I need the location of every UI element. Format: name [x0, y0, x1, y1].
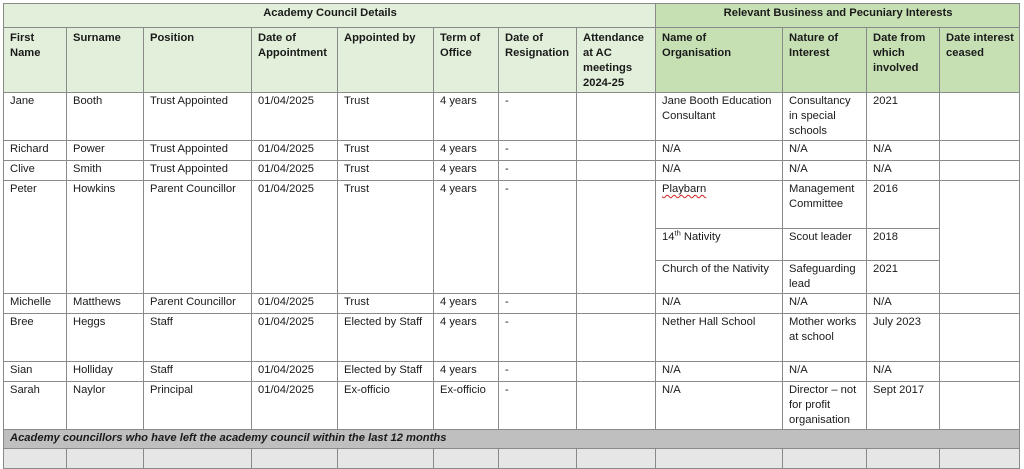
col-date-ceased: Date interest ceased	[940, 28, 1020, 93]
column-header-row	[4, 28, 1020, 93]
surname-cell: Booth	[67, 93, 144, 141]
first-name-cell: Michelle	[4, 294, 67, 314]
appointment-date-cell: 01/04/2025	[252, 382, 338, 430]
date-from-cell: N/A	[867, 362, 940, 382]
attendance-cell	[577, 141, 656, 161]
left-councillors-banner-row	[4, 430, 1020, 449]
appointed-by-cell: Elected by Staff	[338, 314, 434, 362]
empty-cell	[4, 449, 67, 469]
organisation-cell: N/A	[656, 294, 783, 314]
col-nature-of-interest: Nature of Interest	[783, 28, 867, 93]
resignation-cell: -	[499, 382, 577, 430]
appointed-by-cell: Elected by Staff	[338, 362, 434, 382]
date-ceased-cell	[940, 314, 1020, 362]
nature-cell: Safeguarding lead	[783, 261, 867, 294]
col-attendance: Attendance at AC meetings 2024-25	[577, 28, 656, 93]
organisation-cell: N/A	[656, 141, 783, 161]
date-from-cell: N/A	[867, 161, 940, 181]
date-ceased-cell	[940, 181, 1020, 294]
term-cell: Ex-officio	[434, 382, 499, 430]
first-name-cell: Sarah	[4, 382, 67, 430]
date-ceased-cell	[940, 141, 1020, 161]
appointment-date-cell: 01/04/2025	[252, 294, 338, 314]
surname-cell: Smith	[67, 161, 144, 181]
empty-cell	[577, 449, 656, 469]
council-details-title: Academy Council Details	[4, 4, 656, 28]
date-from-cell: 2016	[867, 181, 940, 229]
attendance-cell	[577, 294, 656, 314]
term-cell: 4 years	[434, 294, 499, 314]
surname-cell: Heggs	[67, 314, 144, 362]
academy-council-table	[3, 3, 1020, 469]
first-name-cell: Sian	[4, 362, 67, 382]
surname-cell: Naylor	[67, 382, 144, 430]
appointment-date-cell: 01/04/2025	[252, 362, 338, 382]
member-row	[4, 141, 1020, 161]
date-ceased-cell	[940, 161, 1020, 181]
empty-cell	[67, 449, 144, 469]
organisation-cell: N/A	[656, 362, 783, 382]
interests-title: Relevant Business and Pecuniary Interests	[656, 4, 1020, 28]
col-name-of-organisation: Name of Organisation	[656, 28, 783, 93]
surname-cell: Power	[67, 141, 144, 161]
attendance-cell	[577, 382, 656, 430]
nature-cell: Mother works at school	[783, 314, 867, 362]
first-name-cell: Clive	[4, 161, 67, 181]
surname-cell: Matthews	[67, 294, 144, 314]
left-councillors-banner: Academy councillors who have left the academy council within the last 12 months	[4, 430, 1020, 449]
member-row	[4, 181, 1020, 229]
term-cell: 4 years	[434, 141, 499, 161]
col-position: Position	[144, 28, 252, 93]
date-ceased-cell	[940, 382, 1020, 430]
nature-cell: N/A	[783, 294, 867, 314]
attendance-cell	[577, 181, 656, 294]
col-term-of-office: Term of Office	[434, 28, 499, 93]
resignation-cell: -	[499, 93, 577, 141]
position-cell: Parent Councillor	[144, 294, 252, 314]
appointment-date-cell: 01/04/2025	[252, 181, 338, 294]
nature-cell: N/A	[783, 161, 867, 181]
empty-cell	[338, 449, 434, 469]
appointed-by-cell: Trust	[338, 294, 434, 314]
term-cell: 4 years	[434, 181, 499, 294]
date-ceased-cell	[940, 93, 1020, 141]
term-cell: 4 years	[434, 314, 499, 362]
member-row	[4, 362, 1020, 382]
organisation-cell: Jane Booth Education Consultant	[656, 93, 783, 141]
member-row	[4, 161, 1020, 181]
member-row	[4, 382, 1020, 430]
appointed-by-cell: Ex-officio	[338, 382, 434, 430]
date-from-cell: N/A	[867, 294, 940, 314]
member-row	[4, 93, 1020, 141]
appointed-by-cell: Trust	[338, 181, 434, 294]
nature-cell: Consultancy in special schools	[783, 93, 867, 141]
col-appointed-by: Appointed by	[338, 28, 434, 93]
empty-cell	[499, 449, 577, 469]
appointment-date-cell: 01/04/2025	[252, 141, 338, 161]
appointment-date-cell: 01/04/2025	[252, 314, 338, 362]
attendance-cell	[577, 362, 656, 382]
resignation-cell: -	[499, 181, 577, 294]
empty-row	[4, 449, 1020, 469]
appointed-by-cell: Trust	[338, 93, 434, 141]
first-name-cell: Jane	[4, 93, 67, 141]
organisation-cell: N/A	[656, 161, 783, 181]
position-cell: Principal	[144, 382, 252, 430]
term-cell: 4 years	[434, 93, 499, 141]
member-row	[4, 314, 1020, 362]
nature-cell: N/A	[783, 141, 867, 161]
attendance-cell	[577, 161, 656, 181]
term-cell: 4 years	[434, 161, 499, 181]
resignation-cell: -	[499, 141, 577, 161]
date-from-cell: N/A	[867, 141, 940, 161]
nature-cell: Director – not for profit organisation	[783, 382, 867, 430]
appointed-by-cell: Trust	[338, 161, 434, 181]
position-cell: Staff	[144, 362, 252, 382]
position-cell: Parent Councillor	[144, 181, 252, 294]
resignation-cell: -	[499, 314, 577, 362]
date-from-cell: 2018	[867, 229, 940, 261]
date-from-cell: 2021	[867, 93, 940, 141]
position-cell: Staff	[144, 314, 252, 362]
empty-cell	[783, 449, 867, 469]
date-from-cell: July 2023	[867, 314, 940, 362]
spellcheck-word: Playbarn	[662, 183, 707, 195]
col-surname: Surname	[67, 28, 144, 93]
empty-cell	[656, 449, 783, 469]
resignation-cell: -	[499, 161, 577, 181]
organisation-cell: N/A	[656, 382, 783, 430]
first-name-cell: Peter	[4, 181, 67, 294]
date-from-cell: 2021	[867, 261, 940, 294]
date-ceased-cell	[940, 294, 1020, 314]
attendance-cell	[577, 314, 656, 362]
position-cell: Trust Appointed	[144, 161, 252, 181]
position-cell: Trust Appointed	[144, 93, 252, 141]
first-name-cell: Richard	[4, 141, 67, 161]
nature-cell: Management Committee	[783, 181, 867, 229]
resignation-cell: -	[499, 294, 577, 314]
col-date-from: Date from which involved	[867, 28, 940, 93]
attendance-cell	[577, 93, 656, 141]
resignation-cell: -	[499, 362, 577, 382]
position-cell: Trust Appointed	[144, 141, 252, 161]
organisation-cell: Church of the Nativity	[656, 261, 783, 294]
appointment-date-cell: 01/04/2025	[252, 93, 338, 141]
empty-cell	[144, 449, 252, 469]
organisation-cell	[656, 181, 783, 229]
section-title-row	[4, 4, 1020, 28]
date-from-cell: Sept 2017	[867, 382, 940, 430]
appointment-date-cell: 01/04/2025	[252, 161, 338, 181]
empty-cell	[434, 449, 499, 469]
col-first-name: First Name	[4, 28, 67, 93]
col-date-of-appointment: Date of Appointment	[252, 28, 338, 93]
organisation-cell: 14th Nativity	[656, 229, 783, 261]
appointed-by-cell: Trust	[338, 141, 434, 161]
term-cell: 4 years	[434, 362, 499, 382]
empty-cell	[940, 449, 1020, 469]
first-name-cell: Bree	[4, 314, 67, 362]
surname-cell: Holliday	[67, 362, 144, 382]
col-date-of-resignation: Date of Resignation	[499, 28, 577, 93]
nature-cell: N/A	[783, 362, 867, 382]
nature-cell: Scout leader	[783, 229, 867, 261]
date-ceased-cell	[940, 362, 1020, 382]
organisation-cell: Nether Hall School	[656, 314, 783, 362]
surname-cell: Howkins	[67, 181, 144, 294]
member-row	[4, 294, 1020, 314]
empty-cell	[252, 449, 338, 469]
empty-cell	[867, 449, 940, 469]
